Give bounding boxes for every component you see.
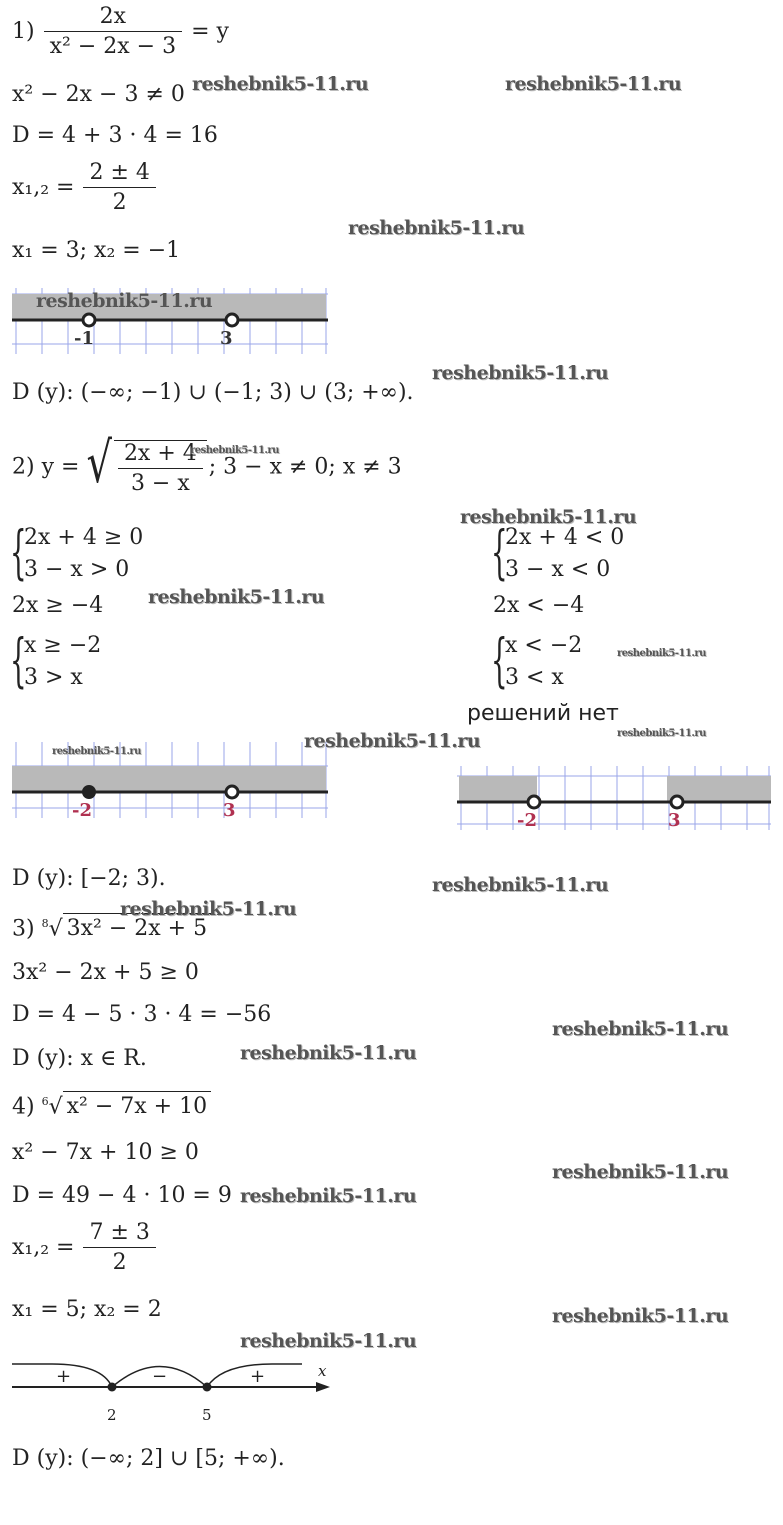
p4-point-2 [108, 1383, 117, 1392]
p4-radical-sign: √ [48, 1094, 63, 1120]
p2b-axis-label-minus2: -2 [517, 810, 537, 831]
p3-radical-sign: √ [48, 916, 63, 942]
watermark: reshebnik5-11.ru [432, 874, 609, 896]
p2b-axis-label-3: 3 [668, 810, 681, 831]
watermark: reshebnik5-11.ru [552, 1305, 729, 1327]
watermark: reshebnik5-11.ru [432, 362, 609, 384]
p2a-open-point-3 [226, 786, 238, 798]
p1-axis-label-3: 3 [220, 328, 233, 349]
p4-axis-var: x [318, 1362, 327, 1380]
p2a-shaded-region [12, 766, 326, 792]
watermark: reshebnik5-11.ru [240, 1330, 417, 1352]
p2a-axis-label-3: 3 [223, 800, 236, 821]
watermark: reshebnik5-11.ru [52, 746, 141, 757]
p2a-axis-label-minus2: -2 [72, 800, 92, 821]
p4-roots: x₁ = 5; x₂ = 2 [12, 1297, 162, 1322]
p4-domain: D (y): (−∞; 2] ∪ [5; +∞). [12, 1446, 285, 1471]
p1-condition: x² − 2x − 3 ≠ 0 [12, 82, 185, 107]
p1-open-point-minus1 [83, 314, 95, 326]
watermark: reshebnik5-11.ru [552, 1018, 729, 1040]
watermark: reshebnik5-11.ru [240, 1185, 417, 1207]
p2b-open-point-minus2 [528, 796, 540, 808]
p3-inequality: 3x² − 2x + 5 ≥ 0 [12, 960, 199, 985]
watermark: reshebnik5-11.ru [348, 217, 525, 239]
watermark: reshebnik5-11.ru [190, 445, 279, 456]
watermark: reshebnik5-11.ru [36, 290, 213, 312]
p2-domain: D (y): [−2; 3). [12, 866, 166, 891]
p3-domain: D (y): x ∈ R. [12, 1046, 147, 1071]
p1-axis-label-minus1: -1 [74, 328, 94, 349]
watermark: reshebnik5-11.ru [120, 898, 297, 920]
p1-domain: D (y): (−∞; −1) ∪ (−1; 3) ∪ (3; +∞). [12, 380, 414, 405]
p2-no-solutions: решений нет [467, 701, 619, 726]
watermark: reshebnik5-11.ru [552, 1161, 729, 1183]
p4-axis-arrow [316, 1382, 330, 1392]
p4-discriminant: D = 49 − 4 · 10 = 9 [12, 1183, 232, 1208]
p2-radicand: $\frac{2x + 4}{3 - x}$ [114, 440, 207, 495]
watermark: reshebnik5-11.ru [617, 728, 706, 739]
p1-discriminant: D = 4 + 3 · 4 = 16 [12, 123, 218, 148]
p1-equation: 1) $\frac{2x}{\text{x² − 2x − 3}}$ = y [12, 4, 229, 59]
p2-line-b: 2x < −4 [493, 593, 585, 618]
p2-function: 2) y = √ $\frac{2x + 4}{3 - x}$ ; 3 − x ≠ 0; x ≠ 3 [12, 431, 402, 496]
watermark: reshebnik5-11.ru [304, 730, 481, 752]
p4-axis-label-5: 5 [202, 1406, 212, 1424]
p4-inequality: x² − 7x + 10 ≥ 0 [12, 1140, 199, 1165]
p4-axis-label-2: 2 [107, 1406, 117, 1424]
watermark: reshebnik5-11.ru [617, 648, 706, 659]
p4-sign-plus-left: + [56, 1366, 72, 1387]
watermark: reshebnik5-11.ru [192, 73, 369, 95]
watermark: reshebnik5-11.ru [505, 73, 682, 95]
p2a-closed-point-minus2 [83, 786, 95, 798]
p4-point-5 [203, 1383, 212, 1392]
p2b-shaded-left [459, 776, 537, 802]
p4-roots-formula: x₁,₂ = $\frac{7 \pm 3}{2}$ [12, 1222, 158, 1274]
p2-number-line-b [457, 766, 773, 830]
p4-sign-chart [12, 1360, 342, 1430]
watermark: reshebnik5-11.ru [148, 586, 325, 608]
watermark: reshebnik5-11.ru [240, 1042, 417, 1064]
p1-fraction: $\frac{2x}{\text{x² − 2x − 3}}$ [44, 6, 182, 58]
p1-open-point-3 [226, 314, 238, 326]
p1-roots: x₁ = 3; x₂ = −1 [12, 238, 181, 263]
p4-expression: 4) $^6$√ x² − 7x + 10 [12, 1096, 211, 1118]
watermark: reshebnik5-11.ru [460, 506, 637, 528]
p2-line-a: 2x ≥ −4 [12, 593, 104, 618]
p2-radical-sign: √ [86, 431, 112, 496]
p2b-open-point-3 [671, 796, 683, 808]
p1-roots-formula: x₁,₂ = $\frac{2 \pm 4}{2}$ [12, 162, 158, 214]
p4-sign-plus-right: + [250, 1366, 266, 1387]
p3-discriminant: D = 4 − 5 · 3 · 4 = −56 [12, 1002, 272, 1027]
p3-expression: 3) $^8$√ 3x² − 2x + 5 [12, 918, 211, 940]
p4-sign-minus: − [152, 1366, 168, 1387]
